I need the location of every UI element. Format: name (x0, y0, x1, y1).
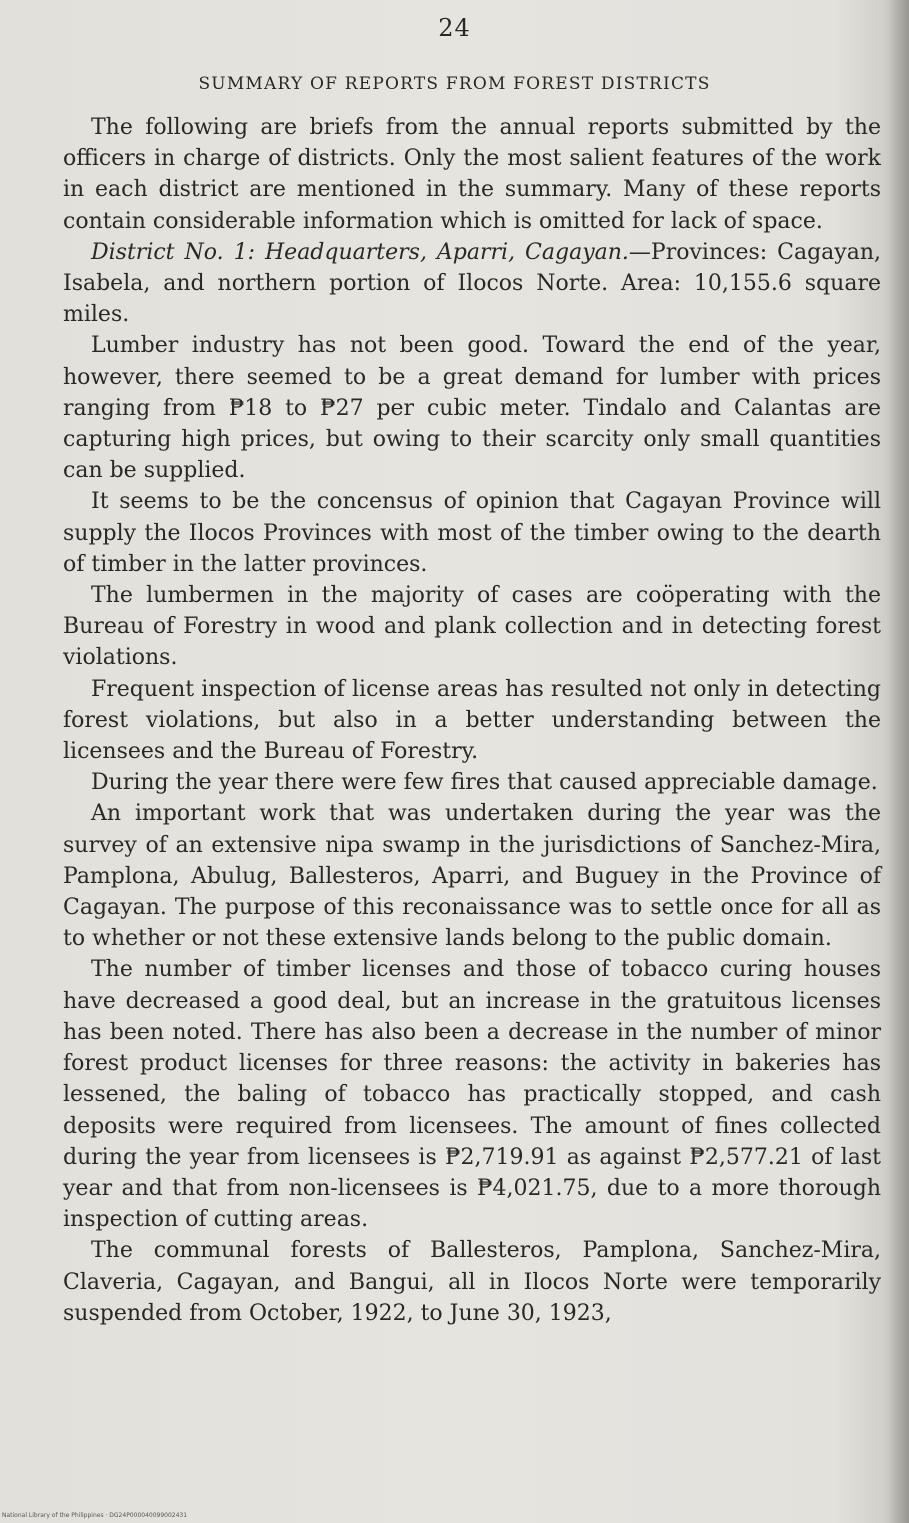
district-title: District No. 1: Headquarters, Aparri, Cagayan. (91, 239, 629, 265)
paragraph-inspection: Frequent inspection of license areas has resulted not only in detecting forest violations, but also in a better understanding between the licensees and the Bureau of Forestry. (63, 676, 881, 765)
section-heading: SUMMARY OF REPORTS FROM FOREST DISTRICTS (198, 74, 711, 94)
body-text (63, 112, 881, 1329)
paragraph-concensus: It seems to be the concensus of opinion that Cagayan Province will supply the Ilocos Provinces with most of the timber owing to the dearth of timber in the latter provinces. (63, 489, 881, 577)
paragraph-district (63, 237, 881, 331)
library-stamp: National Library of the Philippines · DG24P000040099002431 (2, 1512, 188, 1519)
paragraph-communal: The communal forests of Ballesteros, Pamplona, Sanchez-Mira, Claveria, Cagayan, and Bangui, all in Ilocos Norte were temporarily suspended from October, 1922, to June 30, 1923, (63, 1238, 881, 1326)
paragraph-fires: During the year there were few fires that caused appreciable damage. (91, 770, 878, 796)
paragraph-lumber: Lumber industry has not been good. Toward the end of the year, however, there seemed to be a great demand for lumber with prices ranging from ₱18 to ₱27 per cubic meter. Tindalo and Calantas are capturing high prices, but owing to their scarcity only small quantities can be supplied. (63, 333, 881, 484)
paragraph-lumbermen: The lumbermen in the majority of cases are coöperating with the Bureau of Forestry in wood and plank collection and in detecting forest violations. (63, 583, 881, 671)
page-edge-shadow (887, 0, 909, 1523)
paragraph-licenses: The number of timber licenses and those of tobacco curing houses have decreased a good deal, but an increase in the gratuitous licenses has been noted. There has also been a decrease in the number of minor forest product licenses for three reasons: the activity in bakeries has lessened, the baling of tobacco has practically stopped, and cash deposits were required from licensees. The amount of fines collected during the year from licensees is ₱2,719.91 as against ₱2,577.21 of last year and that from non-licensees is ₱4,021.75, due to a more thorough inspection of cutting areas. (63, 957, 881, 1233)
paragraph-survey: An important work that was undertaken during the year was the survey of an extensive nipa swamp in the jurisdictions of Sanchez-Mira, Pamplona, Abulug, Ballesteros, Aparri, and Buguey in the Province of Cagayan. The purpose of this reconaissance was to settle once for all as to whether or not these extensive lands belong to the public domain. (63, 801, 881, 952)
page-number: 24 (438, 14, 471, 42)
paragraph-intro: The following are briefs from the annual reports submitted by the officers in charge of districts. Only the most salient features of the work in each district are mentioned in the summary. Many of these reports contain considerable information which is omitted for lack of space. (63, 115, 881, 234)
district-details: —Provinces: Cagayan, Isabela, and northern portion of Ilocos Norte. Area: 10,155.6 square miles. (63, 239, 882, 328)
